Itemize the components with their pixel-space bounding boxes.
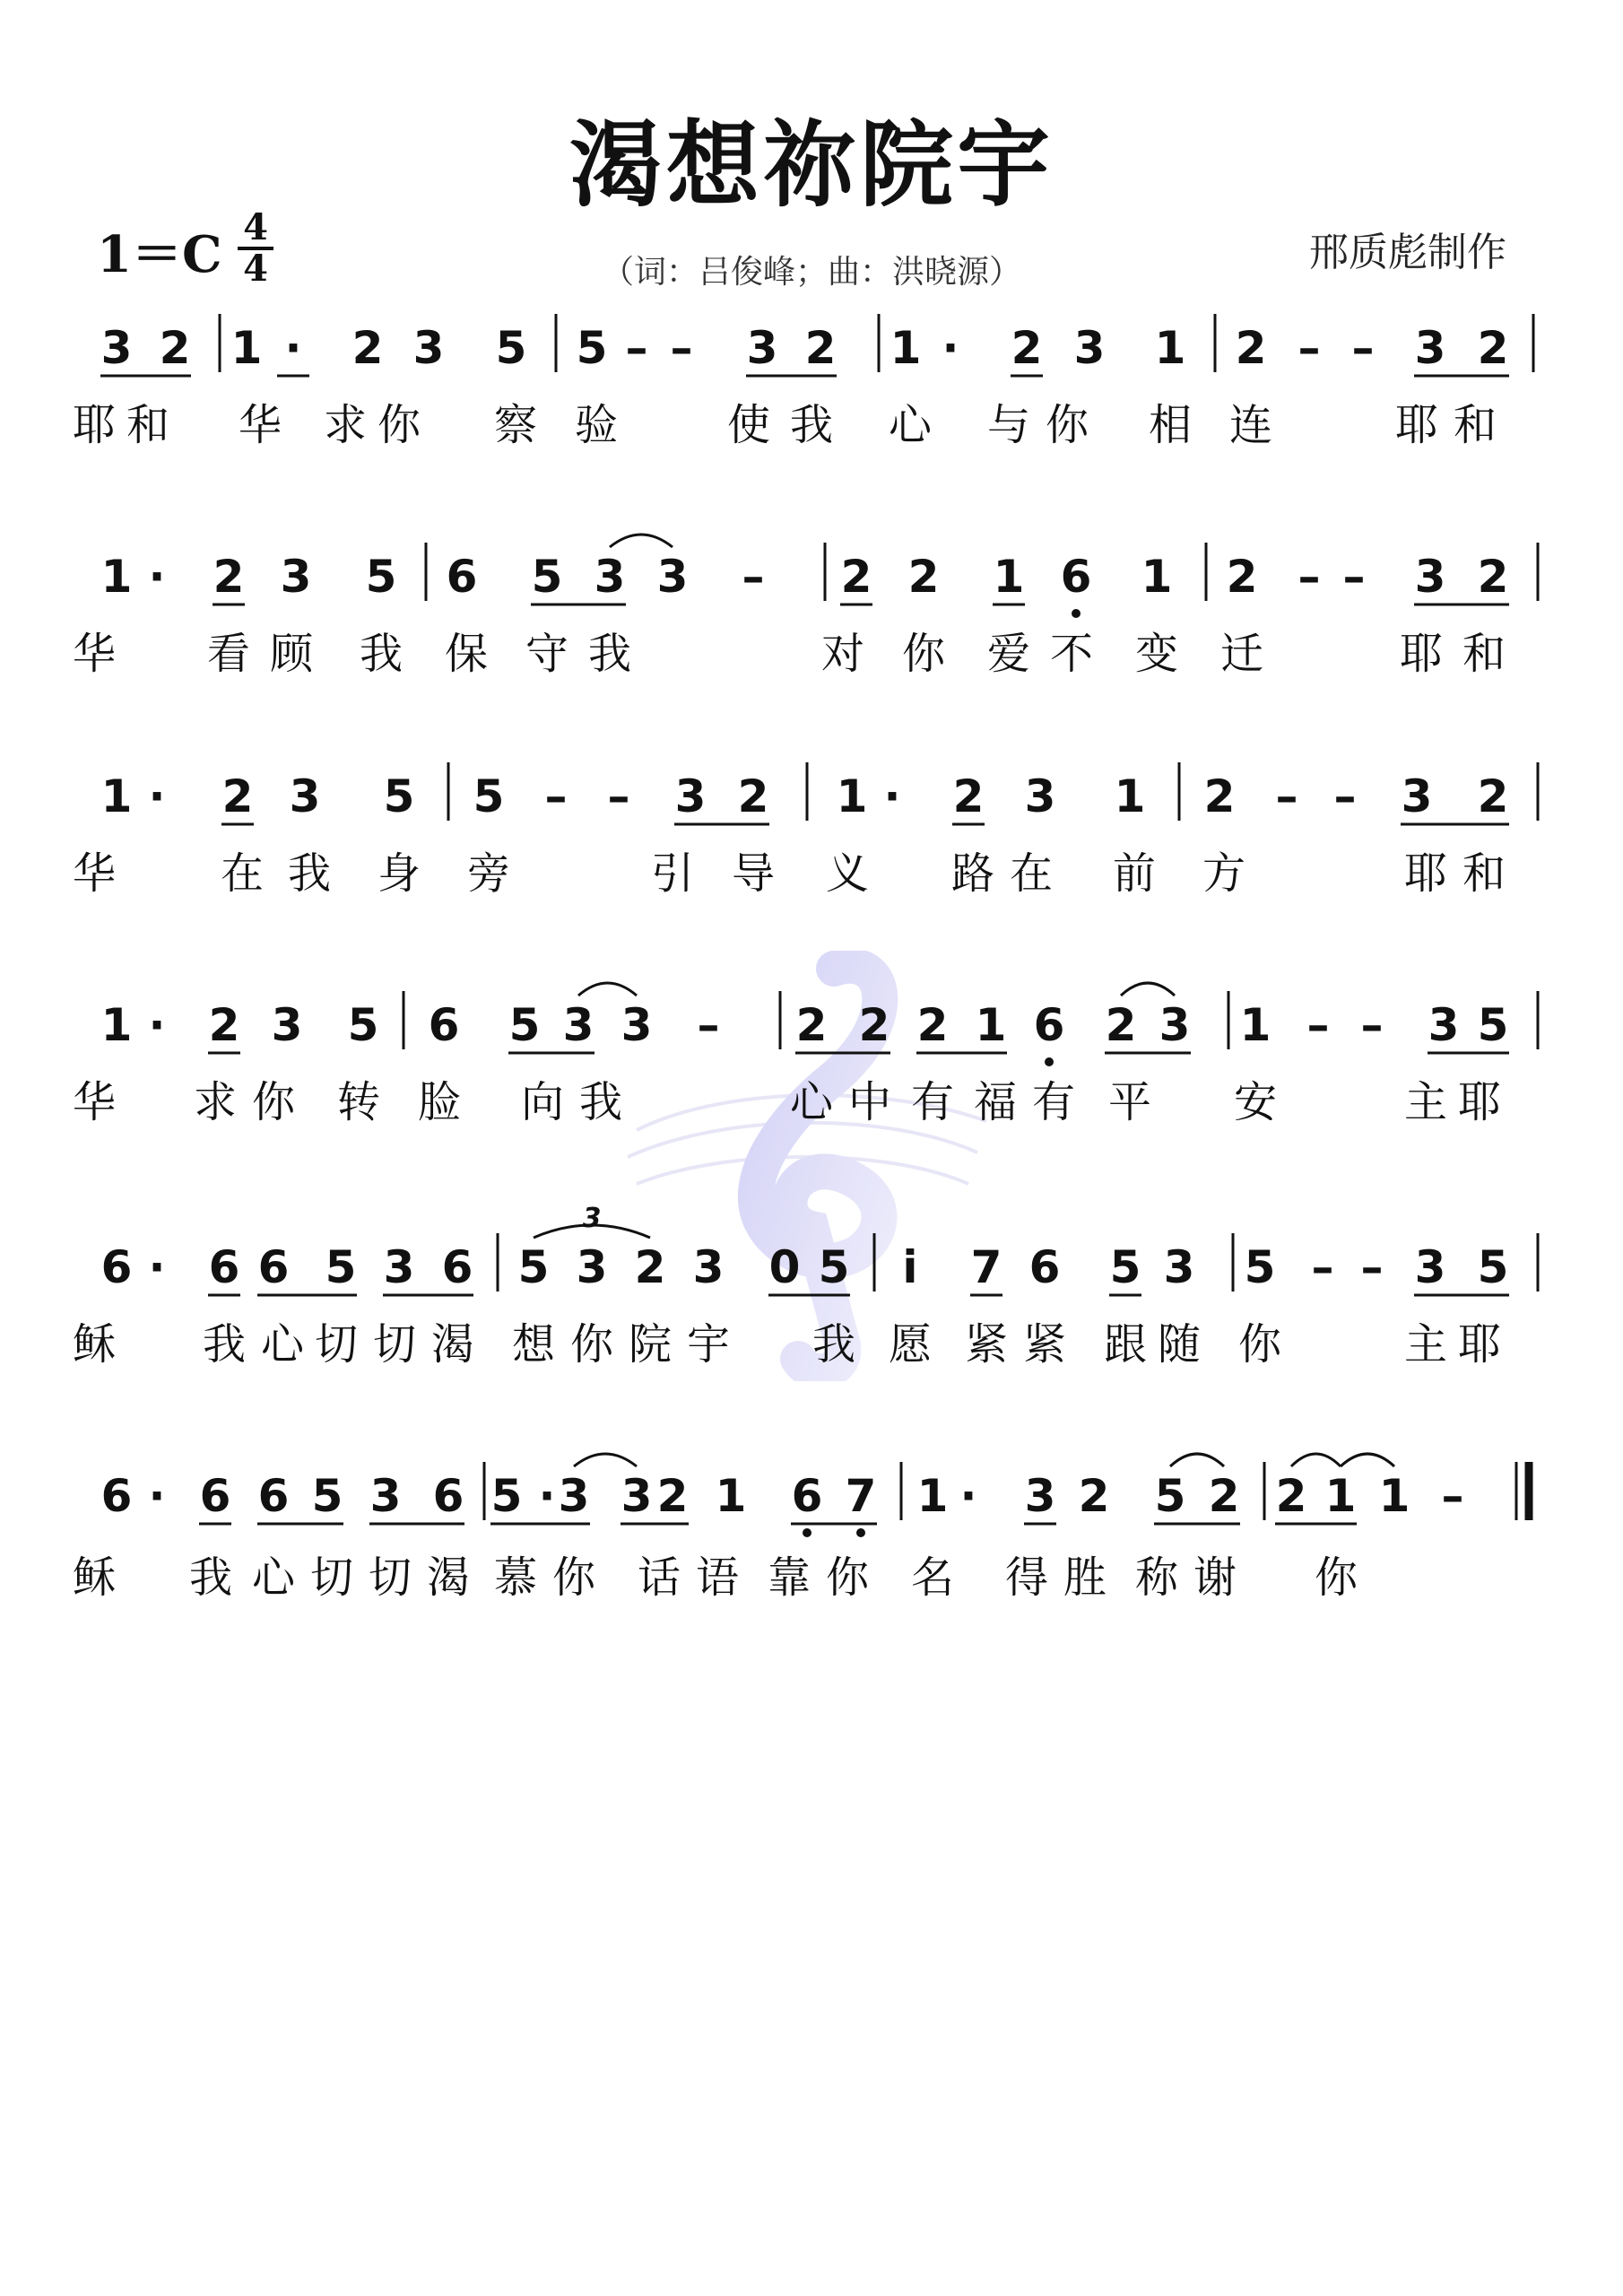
note-4-7: 5: [517, 1241, 550, 1293]
note-2-19: 2: [1477, 770, 1509, 822]
lyric-0-15: 和: [1453, 400, 1497, 450]
lyric-0-11: 你: [1045, 400, 1089, 450]
time-signature-unit: 4: [243, 248, 268, 290]
tie-arc: [578, 983, 637, 996]
lyric-0-1: 和: [126, 400, 170, 450]
lyric-1-1: 看: [206, 629, 251, 679]
lyric-2-7: 义: [825, 848, 870, 899]
lyric-1-5: 守: [525, 629, 569, 679]
lyric-3-8: 中: [847, 1077, 892, 1127]
note-3-7: 3: [562, 999, 595, 1051]
note-1-8: 3: [656, 551, 689, 603]
note-3-12: 2: [916, 999, 949, 1051]
note-0-9: –: [670, 322, 693, 374]
note-4-5: 3: [383, 1241, 415, 1293]
tie-arc: [1121, 983, 1175, 996]
note-5-22: 1: [1324, 1470, 1357, 1522]
arranger-credit: 邢质彪制作: [1309, 230, 1506, 275]
tie-arc: [574, 1454, 637, 1466]
lyric-0-7: 使: [726, 400, 771, 450]
lyric-1-12: 迁: [1219, 629, 1264, 679]
lyric-0-8: 我: [789, 400, 834, 450]
note-4-14: 7: [970, 1241, 1002, 1293]
note-1-13: 6: [1060, 551, 1092, 603]
note-4-18: 5: [1244, 1241, 1276, 1293]
lyric-1-2: 顾: [269, 629, 314, 679]
lyric-3-0: 华: [72, 1077, 117, 1127]
lyric-0-4: 你: [377, 400, 421, 450]
note-2-8: 3: [674, 770, 707, 822]
note-3-6: 5: [508, 999, 541, 1051]
note-4-20: –: [1360, 1241, 1384, 1293]
note-5-8: ·: [538, 1470, 556, 1522]
note-5-16: ·: [959, 1470, 977, 1522]
note-3-2: 2: [208, 999, 240, 1051]
note-5-19: 5: [1154, 1470, 1186, 1522]
note-3-16: 3: [1159, 999, 1191, 1051]
note-2-16: –: [1275, 770, 1298, 822]
note-2-3: 3: [289, 770, 321, 822]
lyric-3-11: 有: [1031, 1077, 1076, 1127]
note-2-15: 2: [1203, 770, 1236, 822]
lyric-0-0: 耶: [72, 400, 117, 450]
lyric-1-14: 和: [1462, 629, 1506, 679]
lyric-2-4: 旁: [466, 848, 511, 899]
note-5-10: 3: [621, 1470, 653, 1522]
note-4-13: i: [902, 1241, 918, 1293]
tie-arc: [1291, 1454, 1341, 1466]
note-0-11: 2: [804, 322, 837, 374]
lyric-3-14: 主: [1403, 1077, 1448, 1127]
lyric-5-11: 你: [825, 1552, 870, 1603]
credits: （词：吕俊峰；曲：洪晓源）: [601, 254, 1021, 291]
low-octave-dot: [1045, 1057, 1054, 1066]
lyric-1-6: 我: [587, 629, 632, 679]
note-0-12: 1: [890, 322, 922, 374]
lyric-3-4: 脸: [417, 1077, 462, 1127]
lyric-3-12: 平: [1107, 1077, 1152, 1127]
note-0-14: 2: [1011, 322, 1043, 374]
note-5-23: 1: [1378, 1470, 1410, 1522]
note-4-21: 3: [1414, 1241, 1446, 1293]
lyric-3-7: 心: [789, 1077, 834, 1127]
note-5-11: 2: [656, 1470, 689, 1522]
note-4-17: 3: [1163, 1241, 1195, 1293]
note-0-0: 3: [100, 322, 133, 374]
lyric-5-7: 你: [551, 1552, 596, 1603]
note-3-14: 6: [1033, 999, 1065, 1051]
lyric-4-7: 你: [569, 1319, 614, 1370]
tie-arc: [610, 535, 673, 547]
note-2-1: ·: [148, 770, 166, 822]
note-1-10: 2: [840, 551, 872, 603]
note-1-15: 2: [1226, 551, 1258, 603]
lyric-1-11: 变: [1134, 629, 1179, 679]
lyric-2-3: 身: [377, 848, 421, 899]
note-1-14: 1: [1141, 551, 1173, 603]
lyric-5-3: 切: [309, 1552, 354, 1603]
lyric-5-8: 话: [637, 1552, 681, 1603]
lyric-0-13: 连: [1228, 400, 1273, 450]
note-0-15: 3: [1073, 322, 1106, 374]
note-5-9: 3: [558, 1470, 590, 1522]
lyric-4-3: 切: [314, 1319, 359, 1370]
note-3-8: 3: [621, 999, 653, 1051]
note-1-4: 5: [365, 551, 397, 603]
note-4-9: 2: [634, 1241, 666, 1293]
note-3-9: –: [697, 999, 720, 1051]
note-5-2: 6: [199, 1470, 231, 1522]
lyric-2-0: 华: [72, 848, 117, 899]
note-0-16: 1: [1154, 322, 1186, 374]
note-5-17: 3: [1024, 1470, 1056, 1522]
note-0-20: 3: [1414, 322, 1446, 374]
page-title: 渴想祢院宇: [568, 109, 1054, 220]
lyric-4-16: 你: [1237, 1319, 1282, 1370]
note-4-0: 6: [100, 1241, 133, 1293]
note-0-13: ·: [942, 322, 959, 374]
note-3-5: 6: [428, 999, 460, 1051]
note-3-13: 1: [975, 999, 1007, 1051]
note-3-18: –: [1306, 999, 1330, 1051]
lyric-3-15: 耶: [1457, 1077, 1502, 1127]
lyric-5-13: 得: [1004, 1552, 1049, 1603]
low-octave-dot: [803, 1528, 812, 1537]
note-2-11: ·: [883, 770, 901, 822]
note-5-14: 7: [845, 1470, 877, 1522]
lyric-4-8: 院: [628, 1319, 673, 1370]
lyric-2-6: 导: [731, 848, 776, 899]
low-octave-dot: [1072, 609, 1081, 618]
lyric-5-9: 语: [695, 1552, 740, 1603]
lyric-1-10: 不: [1049, 629, 1094, 679]
lyric-1-4: 保: [444, 629, 489, 679]
note-0-10: 3: [746, 322, 778, 374]
lyric-2-9: 在: [1009, 848, 1054, 899]
time-signature-beats: 4: [243, 206, 268, 248]
note-2-6: –: [544, 770, 568, 822]
lyric-3-10: 福: [973, 1077, 1018, 1127]
note-0-5: 3: [412, 322, 445, 374]
lyric-4-0: 稣: [72, 1319, 117, 1370]
lyric-2-8: 路: [950, 848, 995, 899]
lyric-5-2: 心: [251, 1552, 296, 1603]
note-0-17: 2: [1235, 322, 1267, 374]
note-0-19: –: [1351, 322, 1375, 374]
lyric-2-12: 耶: [1403, 848, 1448, 899]
note-3-4: 5: [347, 999, 379, 1051]
note-0-1: 2: [159, 322, 191, 374]
note-2-13: 3: [1024, 770, 1056, 822]
lyric-0-12: 相: [1148, 400, 1193, 450]
note-5-21: 2: [1275, 1470, 1307, 1522]
note-4-8: 3: [576, 1241, 608, 1293]
note-4-2: 6: [208, 1241, 240, 1293]
lyric-4-13: 紧: [1022, 1319, 1067, 1370]
note-1-17: –: [1342, 551, 1366, 603]
lyric-2-5: 引: [650, 848, 695, 899]
lyric-1-7: 对: [820, 629, 865, 679]
note-1-19: 2: [1477, 551, 1509, 603]
lyric-4-6: 想: [511, 1319, 556, 1370]
lyric-4-18: 耶: [1457, 1319, 1502, 1370]
lyric-5-14: 胜: [1063, 1552, 1107, 1603]
lyric-2-2: 我: [287, 848, 332, 899]
lyric-5-12: 名: [910, 1552, 955, 1603]
note-4-3: 6: [257, 1241, 290, 1293]
note-3-1: ·: [148, 999, 166, 1051]
lyric-3-3: 转: [336, 1077, 381, 1127]
note-5-24: –: [1441, 1470, 1464, 1522]
lyric-2-11: 方: [1202, 848, 1246, 899]
note-4-15: 6: [1028, 1241, 1061, 1293]
note-4-22: 5: [1477, 1241, 1509, 1293]
lyric-3-1: 求: [193, 1077, 238, 1127]
note-3-19: –: [1360, 999, 1384, 1051]
note-2-14: 1: [1114, 770, 1146, 822]
note-3-3: 3: [271, 999, 303, 1051]
note-1-0: 1: [100, 551, 133, 603]
note-0-18: –: [1298, 322, 1321, 374]
lyric-5-15: 称: [1134, 1552, 1179, 1603]
note-5-18: 2: [1078, 1470, 1110, 1522]
lyric-4-9: 宇: [686, 1319, 731, 1370]
lyric-2-10: 前: [1112, 848, 1157, 899]
note-0-2: 1: [230, 322, 263, 374]
note-1-18: 3: [1414, 551, 1446, 603]
lyric-2-1: 在: [220, 848, 265, 899]
note-5-6: 6: [432, 1470, 464, 1522]
low-octave-dot: [856, 1528, 865, 1537]
lyric-0-3: 求: [323, 400, 368, 450]
lyric-4-11: 愿: [888, 1319, 933, 1370]
lyric-4-5: 渴: [430, 1319, 475, 1370]
lyric-1-9: 爱: [986, 629, 1031, 679]
note-5-5: 3: [369, 1470, 402, 1522]
lyric-1-0: 华: [72, 629, 117, 679]
note-0-4: 2: [352, 322, 384, 374]
lyric-5-1: 我: [188, 1552, 233, 1603]
note-2-12: 2: [952, 770, 985, 822]
note-0-21: 2: [1477, 322, 1509, 374]
lyric-5-16: 谢: [1193, 1552, 1237, 1603]
tie-arc: [1341, 1454, 1394, 1466]
lyric-4-4: 切: [372, 1319, 417, 1370]
tie-arc: [1170, 1454, 1224, 1466]
note-1-5: 6: [446, 551, 478, 603]
note-3-17: 1: [1239, 999, 1271, 1051]
lyric-5-0: 稣: [72, 1552, 117, 1603]
lyric-4-12: 紧: [964, 1319, 1009, 1370]
note-3-21: 5: [1477, 999, 1509, 1051]
note-1-2: 2: [213, 551, 245, 603]
note-1-12: 1: [993, 551, 1025, 603]
note-2-2: 2: [221, 770, 254, 822]
lyric-4-1: 我: [202, 1319, 247, 1370]
note-3-20: 3: [1428, 999, 1460, 1051]
note-1-9: –: [742, 551, 765, 603]
lyric-0-5: 察: [493, 400, 538, 450]
note-5-7: 5: [490, 1470, 523, 1522]
note-3-11: 2: [858, 999, 890, 1051]
lyric-1-13: 耶: [1399, 629, 1444, 679]
note-2-9: 2: [737, 770, 769, 822]
note-4-4: 5: [325, 1241, 357, 1293]
lyric-1-3: 我: [359, 629, 404, 679]
lyric-0-14: 耶: [1394, 400, 1439, 450]
note-2-17: –: [1333, 770, 1357, 822]
note-0-8: –: [625, 322, 648, 374]
lyric-0-9: 心: [888, 400, 933, 450]
note-3-0: 1: [100, 999, 133, 1051]
note-5-15: 1: [916, 1470, 949, 1522]
note-4-16: 5: [1109, 1241, 1141, 1293]
lyric-3-2: 你: [251, 1077, 296, 1127]
note-4-10: 3: [692, 1241, 725, 1293]
note-2-7: –: [607, 770, 630, 822]
note-5-1: ·: [148, 1470, 166, 1522]
note-5-4: 5: [311, 1470, 343, 1522]
lyric-3-5: 向: [520, 1077, 565, 1127]
note-5-13: 6: [791, 1470, 823, 1522]
lyric-4-2: 心: [260, 1319, 305, 1370]
note-1-16: –: [1298, 551, 1321, 603]
lyric-5-6: 慕: [493, 1552, 538, 1603]
lyric-2-13: 和: [1462, 848, 1506, 899]
note-2-0: 1: [100, 770, 133, 822]
note-1-6: 5: [531, 551, 563, 603]
lyric-1-8: 你: [901, 629, 946, 679]
note-1-3: 3: [280, 551, 312, 603]
lyric-5-17: 你: [1314, 1552, 1358, 1603]
note-2-10: 1: [836, 770, 868, 822]
lyric-4-14: 跟: [1103, 1319, 1148, 1370]
note-2-18: 3: [1401, 770, 1433, 822]
note-0-6: 5: [495, 322, 527, 374]
note-5-12: 1: [715, 1470, 747, 1522]
key-signature: 1＝C: [97, 225, 222, 284]
note-4-1: ·: [148, 1241, 166, 1293]
note-4-6: 6: [441, 1241, 473, 1293]
lyric-3-9: 有: [910, 1077, 955, 1127]
lyric-0-2: 华: [238, 400, 282, 450]
note-4-19: –: [1311, 1241, 1334, 1293]
note-4-11: 0: [768, 1241, 801, 1293]
lyric-3-6: 我: [578, 1077, 623, 1127]
lyric-4-15: 随: [1157, 1319, 1202, 1370]
lyric-4-10: 我: [812, 1319, 856, 1370]
lyric-5-10: 靠: [767, 1552, 812, 1603]
note-5-20: 2: [1208, 1470, 1240, 1522]
note-0-3: ·: [284, 322, 302, 374]
note-4-12: 5: [818, 1241, 850, 1293]
lyric-5-4: 切: [368, 1552, 412, 1603]
lyric-0-10: 与: [986, 400, 1031, 450]
note-1-11: 2: [907, 551, 940, 603]
note-2-5: 5: [473, 770, 505, 822]
note-5-0: 6: [100, 1470, 133, 1522]
lyric-4-17: 主: [1403, 1319, 1448, 1370]
triplet-mark: 3: [582, 1203, 602, 1234]
note-2-4: 5: [383, 770, 415, 822]
note-1-1: ·: [148, 551, 166, 603]
note-1-7: 3: [594, 551, 626, 603]
note-3-10: 2: [795, 999, 828, 1051]
lyric-5-5: 渴: [426, 1552, 471, 1603]
note-0-7: 5: [576, 322, 608, 374]
note-5-3: 6: [257, 1470, 290, 1522]
lyric-3-13: 安: [1233, 1077, 1278, 1127]
note-3-15: 2: [1105, 999, 1137, 1051]
lyric-0-6: 验: [574, 400, 619, 450]
